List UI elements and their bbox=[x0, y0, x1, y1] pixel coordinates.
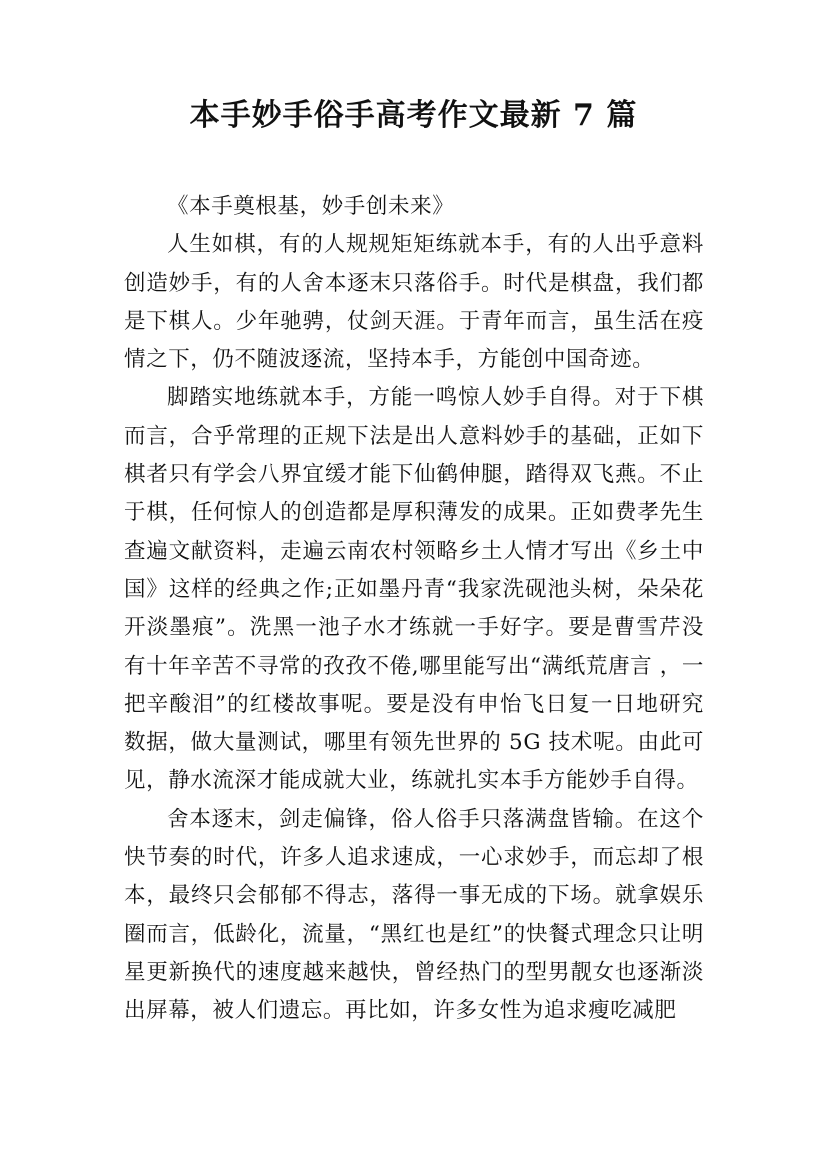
document-body bbox=[124, 188, 704, 1031]
paragraph-2: 脚踏实地练就本手，方能一鸣惊人妙手自得。对于下棋而言，合乎常理的正规下法是出人意料妙手的基础，正如下棋者只有学会八界宜缓才能下仙鹤伸腿，踏得双飞燕。不止于棋，任何惊人的创造都是厚积薄发的成果。正如费孝先生查遍文献资料，走遍云南农村领略乡土人情才写出《乡土中国》这样的经典之作;正如墨丹青“我家洗砚池头树，朵朵花开淡墨痕”。洗黑一池子水才练就一手好字。要是曹雪芹没有十年辛苦不寻常的孜孜不倦,哪里能写出“满纸荒唐言 ，一把辛酸泪”的红楼故事呢。要是没有申怡飞日复一日地研究数据，做大量测试，哪里有领先世界的 5G 技术呢。由此可见，静水流深才能成就大业，练就扎实本手方能妙手自得。 bbox=[124, 385, 704, 794]
paragraph-1: 人生如棋，有的人规规矩矩练就本手，有的人出乎意料创造妙手，有的人舍本逐末只落俗手。时代是棋盘，我们都是下棋人。少年驰骋，仗剑天涯。于青年而言，虽生活在疫情之下，仍不随波逐流，坚持本手，方能创中国奇迹。 bbox=[124, 232, 704, 373]
paragraph-3: 舍本逐末，剑走偏锋，俗人俗手只落满盘皆输。在这个快节奏的时代，许多人追求速成，一心求妙手，而忘却了根本，最终只会郁郁不得志，落得一事无成的下场。就拿娱乐圈而言，低龄化，流量，“黑红也是红”的快餐式理念只让明星更新换代的速度越来越快，曾经热门的型男靓女也逐渐淡出屏幕，被人们遗忘。再比如，许多女性为追求瘦吃减肥 bbox=[124, 806, 704, 1024]
document-title: 本手妙手俗手高考作文最新 7 篇 bbox=[189, 98, 638, 133]
essay-title: 《本手奠根基，妙手创未来》 bbox=[167, 194, 455, 219]
